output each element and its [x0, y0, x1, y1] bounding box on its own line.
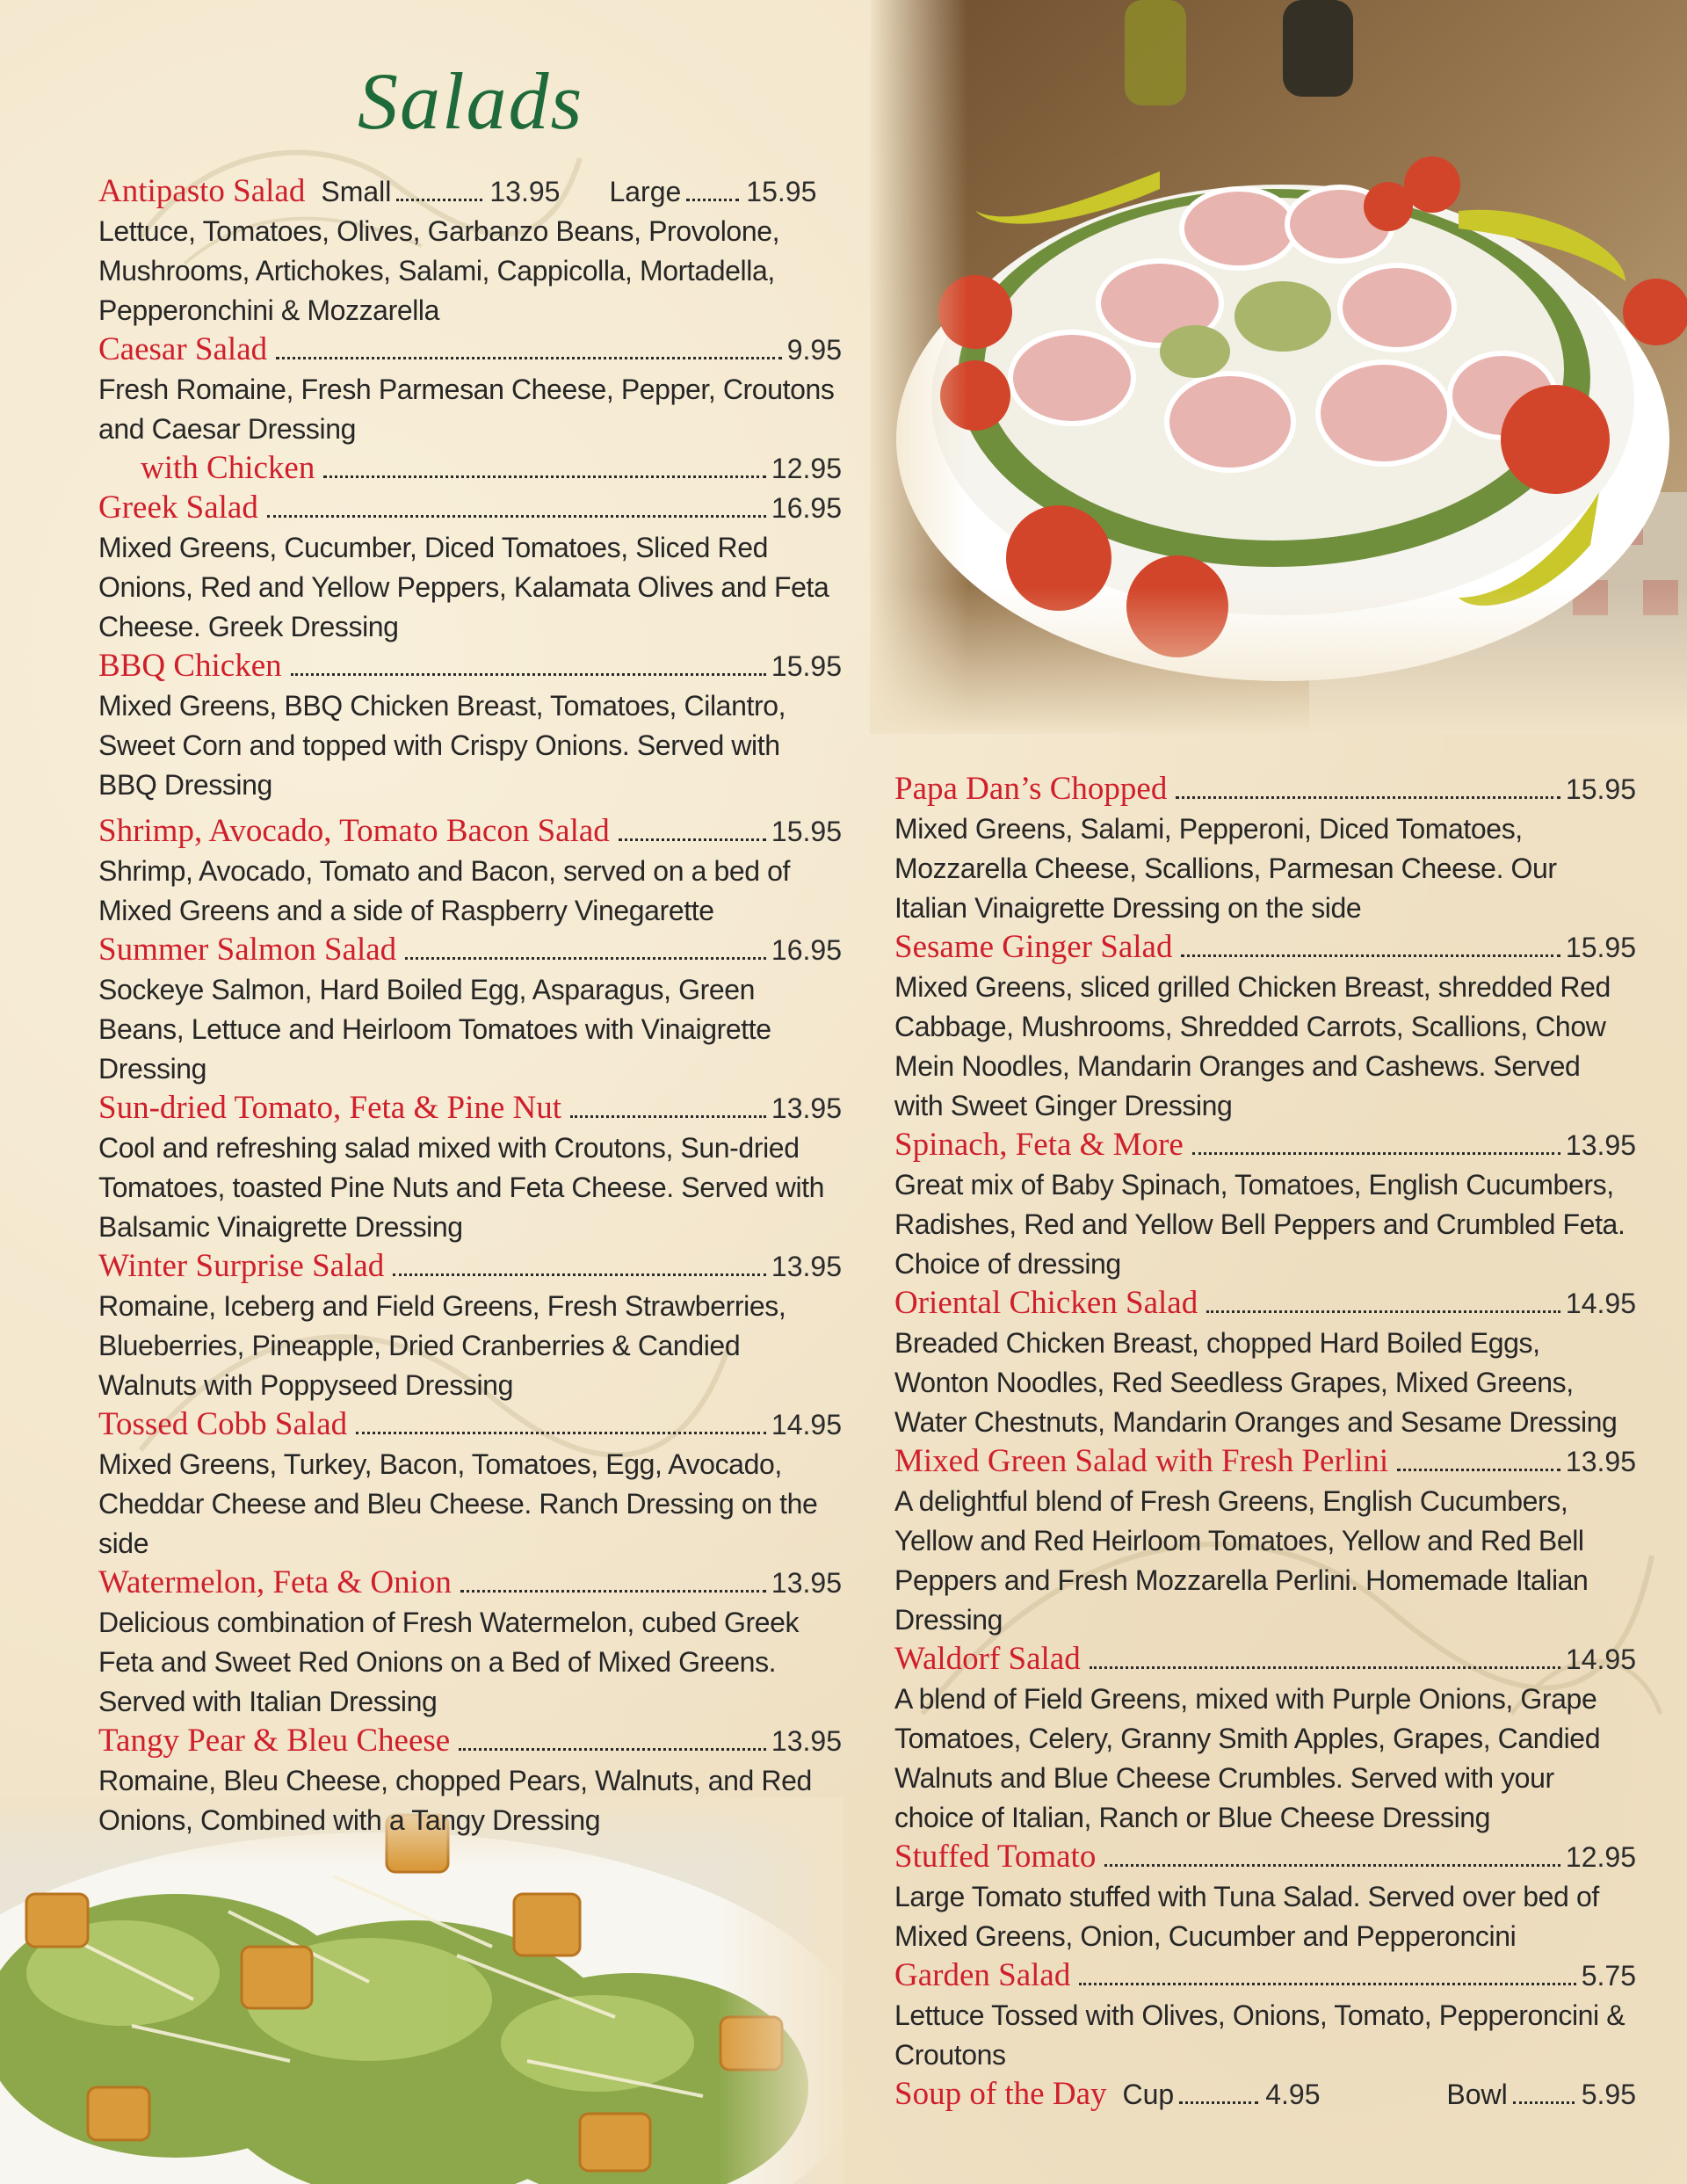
item-description: Mixed Greens, sliced grilled Chicken Breast, shredded Red Cabbage, Mushrooms, Shredded Carrots, Scallions, Chow Mein Noodles, Mandarin Oranges and Cashews. Served with Sweet Ginger Dressing [894, 971, 1611, 1121]
price-leader [1513, 2101, 1575, 2104]
menu-item-caesar-salad [98, 330, 842, 449]
item-price: 14.95 [771, 1409, 842, 1440]
price-leader [291, 673, 766, 676]
item-price: 15.95 [1565, 932, 1636, 963]
price-leader [459, 1748, 766, 1751]
size-label: Large [609, 176, 682, 207]
item-description: Sockeye Salmon, Hard Boiled Egg, Asparagus, Green Beans, Lettuce and Heirloom Tomatoes with Vinaigrette Dressing [98, 974, 771, 1085]
item-price: 15.95 [746, 176, 817, 207]
menu-item-mixed-green-perlini [894, 1442, 1636, 1640]
item-name: Soup of the Day [894, 2076, 1107, 2112]
menu-item-spinach-feta [894, 1126, 1636, 1284]
menu-item-waldorf [894, 1640, 1636, 1838]
item-name: Summer Salmon Salad [98, 932, 397, 968]
menu-item-sun-dried-tomato [98, 1089, 842, 1247]
item-name: Mixed Green Salad with Fresh Perlini [894, 1443, 1389, 1479]
item-name: Antipasto Salad [98, 173, 306, 209]
item-description: Large Tomato stuffed with Tuna Salad. Served over bed of Mixed Greens, Onion, Cucumber and Pepperoncini [894, 1881, 1599, 1952]
item-price: 9.95 [786, 334, 842, 366]
price-leader [405, 957, 766, 960]
page-title-text: Salads [358, 56, 584, 146]
menu-item-soup-of-the-day [894, 2075, 1636, 2115]
item-name: BBQ Chicken [98, 648, 282, 684]
price-leader [1181, 954, 1560, 957]
item-price: 5.95 [1581, 2079, 1636, 2110]
left-menu-column [98, 172, 842, 1840]
item-name: Greek Salad [98, 490, 258, 526]
item-price: 16.95 [771, 492, 842, 524]
item-price: 14.95 [1565, 1643, 1636, 1675]
item-price: 5.75 [1581, 1960, 1636, 1992]
item-description: Fresh Romaine, Fresh Parmesan Cheese, Pepper, Croutons and Caesar Dressing [98, 374, 835, 445]
caesar-salad-photo [0, 1797, 844, 2184]
antipasto-salad-photo-icon [870, 0, 1687, 734]
item-description: Lettuce Tossed with Olives, Onions, Tomato, Pepperoncini & Croutons [894, 1999, 1625, 2071]
item-price: 15.95 [1565, 773, 1636, 805]
menu-item-winter-surprise [98, 1247, 842, 1405]
right-menu-column [894, 770, 1636, 2115]
item-name: Winter Surprise Salad [98, 1248, 385, 1284]
item-price: 13.95 [771, 1092, 842, 1124]
price-leader [1104, 1864, 1560, 1867]
price-leader [1206, 1310, 1560, 1313]
price-leader [619, 838, 766, 841]
item-name: Spinach, Feta & More [894, 1127, 1184, 1163]
price-leader [1192, 1152, 1560, 1155]
price-leader [1079, 1983, 1575, 1985]
item-price: 13.95 [771, 1251, 842, 1282]
item-price: 13.95 [771, 1567, 842, 1599]
caesar-salad-photo-icon [0, 1797, 844, 2184]
item-name: Tangy Pear & Bleu Cheese [98, 1723, 451, 1759]
menu-item-papa-dans-chopped [894, 770, 1636, 928]
size-label: Bowl [1446, 2079, 1508, 2110]
menu-item-tossed-cobb [98, 1405, 842, 1564]
item-price: 15.95 [771, 650, 842, 682]
menu-item-tangy-pear [98, 1722, 842, 1840]
price-leader [267, 515, 766, 518]
item-description: Mixed Greens, BBQ Chicken Breast, Tomatoes, Cilantro, Sweet Corn and topped with Crispy Onions. Served with BBQ Dressing [98, 690, 786, 801]
item-price: 14.95 [1565, 1288, 1636, 1319]
item-name: Garden Salad [894, 1957, 1071, 1993]
item-price: 13.95 [1565, 1129, 1636, 1161]
item-name: Stuffed Tomato [894, 1839, 1097, 1875]
menu-item-greek-salad [98, 489, 842, 647]
item-description: Romaine, Bleu Cheese, chopped Pears, Walnuts, and Red Onions, Combined with a Tangy Dressing [98, 1765, 812, 1836]
item-name: Shrimp, Avocado, Tomato Bacon Salad [98, 813, 610, 849]
item-description: Breaded Chicken Breast, chopped Hard Boiled Eggs, Wonton Noodles, Red Seedless Grapes, Mixed Greens, Water Chestnuts, Mandarin Oranges and Sesame Dressing [894, 1327, 1618, 1438]
menu-item-sesame-ginger [894, 928, 1636, 1126]
size-label: Small [321, 176, 392, 207]
item-price: 13.95 [1565, 1446, 1636, 1477]
price-leader [1179, 2101, 1258, 2104]
menu-item-garden-salad [894, 1956, 1636, 2075]
item-description: Cool and refreshing salad mixed with Croutons, Sun-dried Tomatoes, toasted Pine Nuts and Feta Cheese. Served with Balsamic Vinaigrette Dressing [98, 1132, 825, 1243]
item-name: Waldorf Salad [894, 1641, 1081, 1677]
menu-item-bbq-chicken [98, 647, 842, 805]
item-description: Lettuce, Tomatoes, Olives, Garbanzo Beans, Provolone, Mushrooms, Artichokes, Salami, Cappicolla, Mortadella, Pepperonchini & Mozzarella [98, 215, 780, 326]
item-name: Papa Dan’s Chopped [894, 771, 1168, 807]
item-description: Romaine, Iceberg and Field Greens, Fresh Strawberries, Blueberries, Pineapple, Dried Cranberries & Candied Walnuts with Poppyseed Dressing [98, 1290, 786, 1401]
item-price: 13.95 [771, 1725, 842, 1757]
price-leader [356, 1432, 766, 1434]
item-description: A blend of Field Greens, mixed with Purple Onions, Grape Tomatoes, Celery, Granny Smith Apples, Grapes, Candied Walnuts and Blue Cheese Crumbles. Served with your choice of Italian, Ranch or Blue Cheese Dressing [894, 1683, 1601, 1833]
menu-item-caesar-with-chicken [98, 449, 842, 489]
price-leader [570, 1115, 766, 1118]
item-name: with Chicken [141, 450, 315, 486]
page-title [356, 51, 619, 148]
item-description: Shrimp, Avocado, Tomato and Bacon, served on a bed of Mixed Greens and a side of Raspberry Vinegarette [98, 855, 791, 926]
item-price: 15.95 [771, 816, 842, 847]
price-leader [1176, 796, 1560, 799]
menu-item-summer-salmon [98, 931, 842, 1089]
price-leader [323, 475, 766, 478]
price-leader [686, 199, 739, 201]
menu-item-stuffed-tomato [894, 1838, 1636, 1956]
menu-item-shrimp-avocado [98, 812, 842, 931]
item-name: Caesar Salad [98, 331, 268, 367]
item-description: Mixed Greens, Turkey, Bacon, Tomatoes, Egg, Avocado, Cheddar Cheese and Bleu Cheese. Ranch Dressing on the side [98, 1448, 818, 1559]
item-price: 12.95 [1565, 1841, 1636, 1873]
price-leader [396, 199, 482, 201]
item-name: Watermelon, Feta & Onion [98, 1564, 452, 1600]
menu-item-oriental-chicken [894, 1284, 1636, 1442]
item-price: 13.95 [489, 176, 561, 207]
item-price: 16.95 [771, 934, 842, 966]
item-description: Great mix of Baby Spinach, Tomatoes, English Cucumbers, Radishes, Red and Yellow Bell Peppers and Crumbled Feta. Choice of dressing [894, 1169, 1625, 1280]
antipasto-salad-photo [870, 0, 1687, 734]
menu-item-antipasto-salad [98, 172, 842, 330]
item-description: A delightful blend of Fresh Greens, English Cucumbers, Yellow and Red Heirloom Tomatoes, Yellow and Red Bell Peppers and Fresh Mozzarella Perlini. Homemade Italian Dressing [894, 1485, 1589, 1636]
item-name: Tossed Cobb Salad [98, 1406, 348, 1442]
item-price: 12.95 [771, 453, 842, 484]
price-leader [460, 1590, 766, 1593]
price-leader [393, 1273, 766, 1276]
size-label: Cup [1122, 2079, 1175, 2110]
item-description: Mixed Greens, Cucumber, Diced Tomatoes, Sliced Red Onions, Red and Yellow Peppers, Kalamata Olives and Feta Cheese. Greek Dressing [98, 532, 829, 642]
item-description: Mixed Greens, Salami, Pepperoni, Diced Tomatoes, Mozzarella Cheese, Scallions, Parmesan Cheese. Our Italian Vinaigrette Dressing on the side [894, 813, 1557, 924]
price-leader [1397, 1469, 1560, 1471]
price-leader [276, 357, 782, 359]
item-name: Oriental Chicken Salad [894, 1285, 1198, 1321]
price-leader [1090, 1666, 1560, 1669]
item-name: Sun-dried Tomato, Feta & Pine Nut [98, 1090, 562, 1126]
item-description: Delicious combination of Fresh Watermelon, cubed Greek Feta and Sweet Red Onions on a Bed of Mixed Greens. Served with Italian Dressing [98, 1607, 800, 1717]
item-price: 4.95 [1265, 2079, 1321, 2110]
item-name: Sesame Ginger Salad [894, 929, 1173, 965]
menu-item-watermelon-feta [98, 1564, 842, 1722]
